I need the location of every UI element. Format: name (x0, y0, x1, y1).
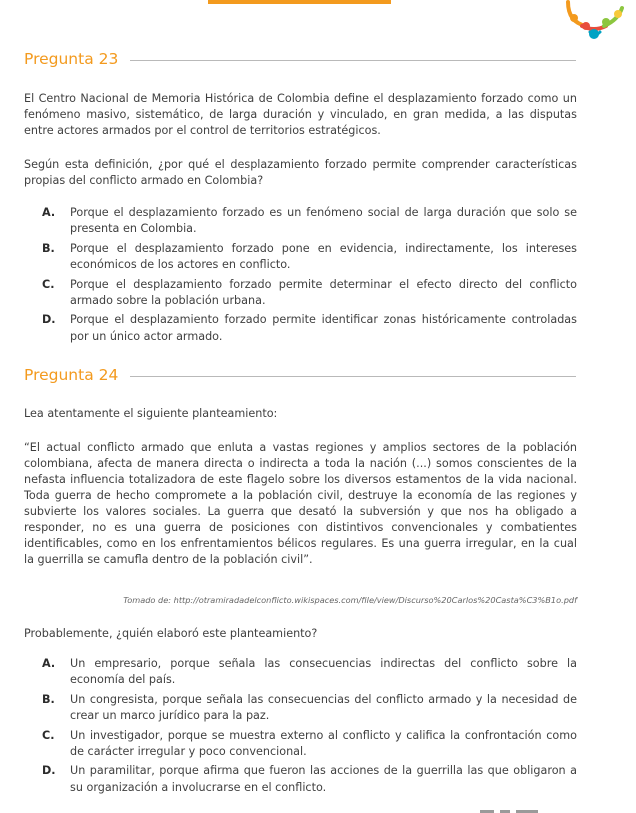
option-text: Porque el desplazamiento forzado es un fenómeno social de larga duración que solo se presenta en Colombia. (70, 206, 577, 236)
option-letter: D. (42, 313, 56, 327)
top-accent-bar (208, 0, 391, 4)
option-c[interactable] (42, 277, 577, 310)
question-24-title: Pregunta 24 (24, 366, 119, 384)
option-text: Porque el desplazamiento forzado permite identificar zonas históricamente controladas por un único actor armado. (70, 313, 577, 343)
question-23-options (42, 205, 577, 348)
option-letter: A. (42, 206, 56, 219)
option-text: Un paramilitar, porque afirma que fueron las acciones de la guerrilla las que obligaron a su organización a involucrarse en el conflicto. (70, 764, 577, 794)
option-b[interactable] (42, 241, 577, 274)
question-23-title: Pregunta 23 (24, 50, 119, 68)
option-letter: B. (42, 692, 55, 706)
question-24-header (24, 366, 576, 388)
option-letter: C. (42, 277, 55, 291)
question-24-quote: “El actual conflicto armado que enluta a vastas regiones y amplios sectores de la población colombiana, afecta de manera directa o indirecta a toda la nación (...) somos conscientes de la nefasta influencia totalizadora de este flagelo sobre los diversos estamentos de la vida nacional. Toda guerra de hecho compromete a la población civil, destruye la economía de las regiones y subvierte los valores sociales. La guerra que desató la subversión y que nos ha obligado a responder, no es una guerra de posiciones con distintivos convencionales y combatientes identificables, como en los enfrentamientos bélicos regulares. Es una guerra irregular, en la cual la guerrilla se camufla dentro de la población civil”. (24, 441, 577, 566)
question-23-context: El Centro Nacional de Memoria Histórica de Colombia define el desplazamiento forzado como un fenómeno masivo, sistemático, de larga duración y vinculado, en gran medida, a las disputas entre actores armados por el control de territorios estratégicos. (24, 92, 577, 137)
option-text: Un investigador, porque se muestra externo al conflicto y califica la confrontación como de carácter irregular y poco convencional. (70, 728, 577, 759)
option-text: Un congresista, porque señala las consecuencias del conflicto armado y la necesidad de crear un marco jurídico para la paz. (70, 692, 577, 723)
option-d[interactable] (42, 763, 577, 796)
question-24-intro: Lea atentamente el siguiente planteamiento: (24, 407, 278, 420)
quote-source: Tomado de: http://otramiradadelconflicto.wikispaces.com/file/view/Discurso%20Carlos%20Casta%C3%B1o.pdf (123, 595, 577, 605)
question-24-options (42, 656, 577, 799)
option-a[interactable] (42, 205, 577, 238)
option-text: Porque el desplazamiento forzado permite determinar el efecto directo del conflicto armado sobre la población urbana. (70, 277, 577, 308)
option-letter: D. (42, 764, 56, 778)
question-23-header (24, 50, 576, 72)
option-letter: B. (42, 241, 55, 255)
option-a[interactable] (42, 656, 577, 689)
option-text: Porque el desplazamiento forzado pone en evidencia, indirectamente, los intereses económicos de los actores en conflicto. (70, 241, 577, 272)
question-23-prompt: Según esta definición, ¿por qué el desplazamiento forzado permite comprender características propias del conflicto armado en Colombia? (24, 158, 577, 187)
header-divider (130, 376, 576, 377)
people-circle-logo-icon (560, 0, 630, 42)
question-24-prompt: Probablemente, ¿quién elaboró este planteamiento? (24, 627, 318, 640)
option-b[interactable] (42, 692, 577, 725)
cut-off-footer-text (480, 807, 550, 813)
option-letter: A. (42, 657, 56, 670)
option-text: Un empresario, porque señala las consecuencias indirectas del conflicto sobre la economía del país. (70, 657, 577, 687)
option-d[interactable] (42, 312, 577, 345)
header-divider (130, 60, 576, 61)
option-c[interactable] (42, 728, 577, 761)
option-letter: C. (42, 728, 55, 742)
